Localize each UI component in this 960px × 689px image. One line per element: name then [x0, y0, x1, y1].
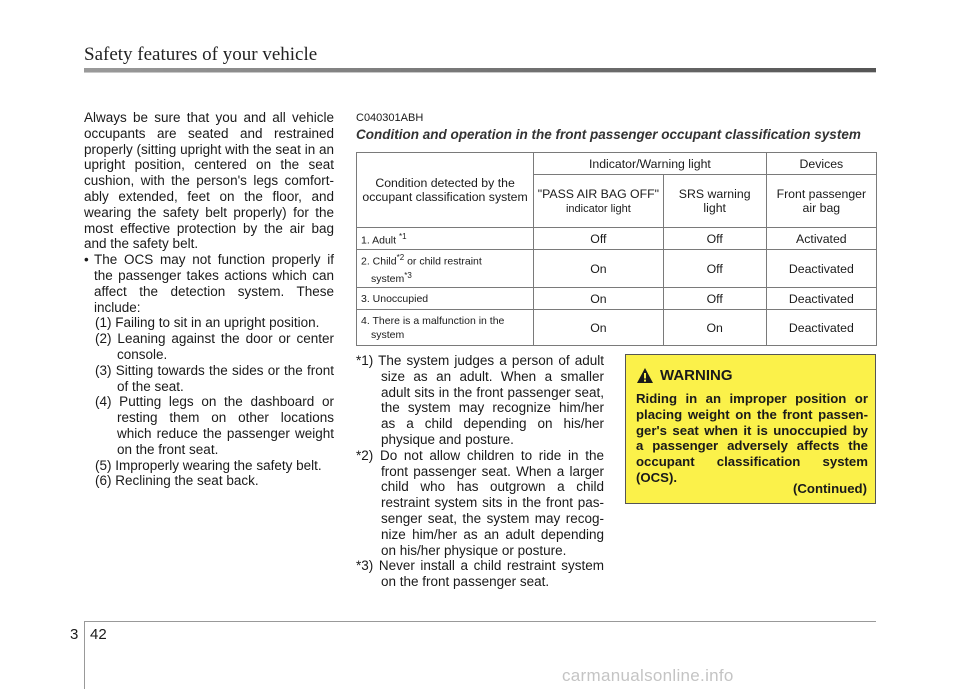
footer-divider	[84, 621, 85, 689]
cell-pass: Off	[534, 228, 664, 250]
intro-paragraph: Always be sure that you and all vehicle occupants are seated and restrained properly (sitting upright with the seat in an upright position, centered on the seat cushion, with the person's legs comfort-ably extended, feet on the floor, and wearing the safety belt properly) for the most effective protection by the air bag and the safety belt.	[84, 110, 334, 252]
warning-header	[636, 367, 733, 384]
cell-srs: On	[663, 310, 766, 346]
row-label: 4. There is a malfunction in the system	[357, 310, 534, 346]
left-column	[84, 110, 334, 489]
warning-label: WARNING	[660, 367, 733, 384]
table-row	[357, 288, 877, 310]
chapter-number: 3	[70, 626, 79, 643]
cell-airbag: Activated	[766, 228, 876, 250]
header-indicator: Indicator/Warning light	[534, 153, 767, 175]
header-pass-line2: indicator light	[565, 202, 631, 215]
list-item: (5) Improperly wearing the safety belt.	[95, 457, 322, 473]
cell-airbag: Deactivated	[766, 310, 876, 346]
row-label: 3. Unoccupied	[357, 288, 534, 310]
header-rule-thin	[84, 72, 876, 73]
header-condition: Condition detected by the occupant classification system	[357, 153, 534, 228]
cell-airbag: Deactivated	[766, 288, 876, 310]
cell-srs: Off	[663, 288, 766, 310]
header-pass-airbag-off	[534, 175, 664, 228]
cell-srs: Off	[663, 250, 766, 288]
footer-rule	[84, 621, 876, 622]
footnote: *2) Do not allow children to ride in the front passenger seat. When a larger child who has outgrown a child restraint system sits in the front pas-senger seat, the system may recog-nize him/her as an adult depending on his/her physique or posture.	[356, 447, 604, 558]
ocs-bullet	[84, 252, 334, 315]
header-pass-line1: "PASS AIR BAG OFF"	[537, 186, 660, 201]
list-item: (6) Reclining the seat back.	[95, 473, 259, 489]
list-item: (3) Sitting towards the sides or the front of the seat.	[95, 362, 334, 394]
footnotes	[356, 353, 604, 590]
warning-triangle-icon	[636, 367, 654, 384]
page-number: 42	[90, 626, 107, 643]
cell-airbag: Deactivated	[766, 250, 876, 288]
list-item: (1) Failing to sit in an upright position.	[95, 315, 320, 331]
cell-pass: On	[534, 250, 664, 288]
table-row	[357, 310, 877, 346]
section-title: Condition and operation in the front passenger occupant classification system	[356, 127, 861, 142]
page-header-title: Safety features of your vehicle	[84, 44, 318, 65]
header-devices: Devices	[766, 153, 876, 175]
cell-pass: On	[534, 288, 664, 310]
warning-box	[625, 354, 876, 504]
watermark: carmanualsonline.info	[562, 666, 734, 685]
header-srs: SRS warning light	[663, 175, 766, 228]
cell-pass: On	[534, 310, 664, 346]
warning-continued: (Continued)	[793, 481, 867, 496]
header-front-airbag: Front passenger air bag	[766, 175, 876, 228]
list-item: (4) Putting legs on the dashboard or resting them on other locations which reduce the passenger weight on the front seat.	[95, 394, 334, 457]
row-label: 1. Adult $^{*1}$	[357, 228, 534, 250]
bullet-icon: •	[84, 252, 89, 268]
warning-text: Riding in an improper position or placing weight on the front passen-ger's seat when it is unoccupied by a passenger adversely affects the occupant classification system (OCS).	[636, 391, 868, 485]
action-list	[84, 315, 334, 489]
list-item: (2) Leaning against the door or center console.	[95, 331, 334, 362]
table-row	[357, 250, 877, 288]
ocs-bullet-text: The OCS may not function properly if the passenger takes actions which can affect the detection system. These include:	[94, 252, 334, 315]
row-label: 2. Child$^{*2}$ or child restraint system$^{*3}$	[357, 250, 534, 288]
footnote: *3) Never install a child restraint system on the front passenger seat.	[356, 558, 604, 590]
footnote: *1) The system judges a person of adult size as an adult. When a smaller adult sits in the front passenger seat, the system may recognize him/her as a child depending on his/her physique and posture.	[356, 353, 604, 447]
table-row	[357, 228, 877, 250]
cell-srs: Off	[663, 228, 766, 250]
section-code: C040301ABH	[356, 112, 424, 124]
ocs-table	[356, 152, 877, 346]
